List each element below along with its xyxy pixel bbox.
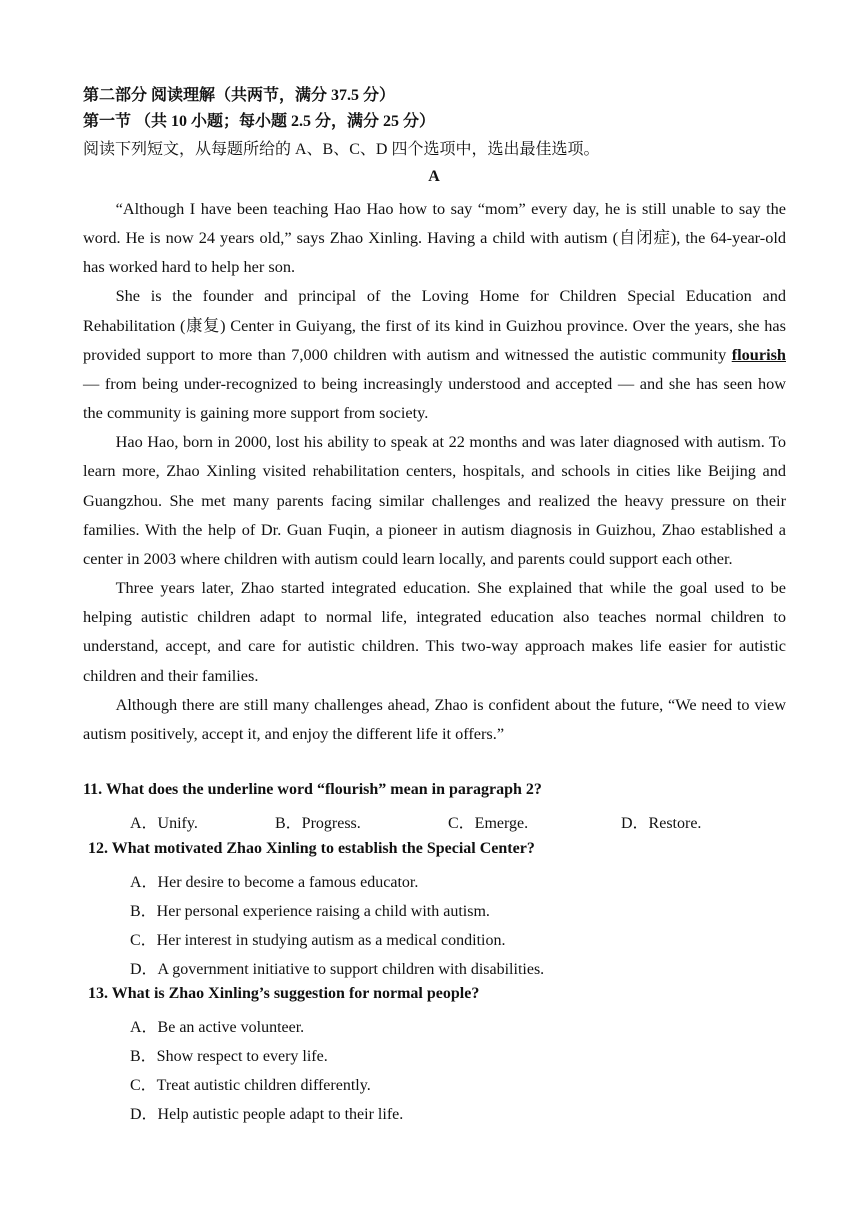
section-title: 第一节 （共 10 小题；每小题 2.5 分，满分 25 分） [83,113,436,130]
paragraph-5: Although there are still many challenges ahead, Zhao is confident about the future, “We need to view autism positively, accept it, and enjoy the different life it offers.” [83,694,786,743]
q11-option-c: C．Emerge. [448,815,529,832]
question-13: 13. What is Zhao Xinling’s suggestion for normal people? [88,985,480,1002]
paragraph-2-part-2: — from being under-recognized to being increasingly understood and accepted — and she has seen how the community is gaining more support from society. [83,373,786,423]
underlined-word-flourish: flourish [731,344,786,364]
q12-option-b: B．Her personal experience raising a child with autism. [130,903,490,920]
paragraph-2 [83,281,786,427]
part-title: 第二部分 阅读理解（共两节，满分 37.5 分） [83,87,396,104]
paragraph-3: Hao Hao, born in 2000, lost his ability to speak at 22 months and was later diagnosed with autism. To learn more, Zhao Xinling visited rehabilitation centers, hospitals, and schools in cities like Beijing and Guangzhou. She met many parents facing similar challenges and realized the heavy pressure on their families. With the help of Dr. Guan Fuqin, a pioneer in autism diagnosis in Guizhou, Zhao established a center in 2003 where children with autism could learn locally, and parents could support each other. [83,432,786,568]
q13-option-d: D．Help autistic people adapt to their life. [130,1106,404,1123]
q11-option-b: B．Progress. [275,815,361,832]
q13-option-b: B．Show respect to every life. [130,1048,328,1065]
paragraph-4: Three years later, Zhao started integrated education. She explained that while the goal used to be helping autistic children adapt to normal life, integrated education also teaches normal children to understand, accept, and care for autistic children. This two-way approach makes life easier for autistic children and their families. [83,578,786,685]
q12-option-a: A．Her desire to become a famous educator. [130,874,419,891]
q11-option-d: D．Restore. [621,815,702,832]
q12-option-d: D．A government initiative to support children with disabilities. [130,961,545,978]
passage-label: A [428,168,440,185]
question-12: 12. What motivated Zhao Xinling to establish the Special Center? [88,840,535,857]
q13-option-c: C．Treat autistic children differently. [130,1077,371,1094]
paragraph-1: “Although I have been teaching Hao Hao how to say “mom” every day, he is still unable to say the word. He is now 24 years old,” says Zhao Xinling. Having a child with autism (自闭症), the 64-year-old has worked hard to help her son. [83,199,786,277]
q13-option-a: A．Be an active volunteer. [130,1019,305,1036]
question-11: 11. What does the underline word “flourish” mean in paragraph 2? [83,781,542,798]
instructions: 阅读下列短文，从每题所给的 A、B、C、D 四个选项中，选出最佳选项。 [83,141,600,158]
q12-option-c: C．Her interest in studying autism as a medical condition. [130,932,506,949]
paragraph-2-part-1: She is the founder and principal of the Loving Home for Children Special Education and Rehabilitation (康复) Center in Guiyang, the first of its kind in Guizhou province. Over the years, she has provided support to more than 7,000 children with autism and witnessed the autistic community [83,286,786,364]
passage-body [83,194,786,748]
q11-option-a: A．Unify. [130,815,198,832]
